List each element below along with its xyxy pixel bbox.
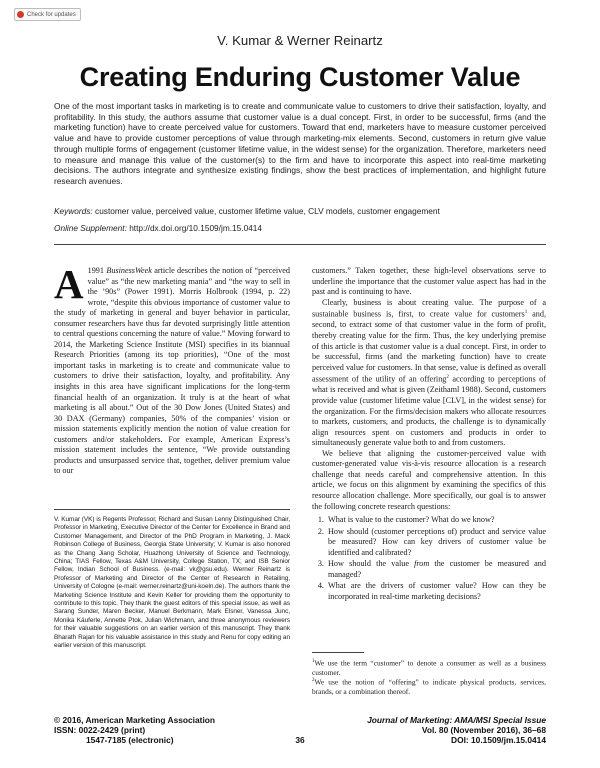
paragraph [312, 298, 546, 449]
footnote-ref-2[interactable]: 2 [446, 375, 449, 381]
drop-cap: A [54, 261, 84, 307]
check-for-updates-badge[interactable] [14, 8, 81, 21]
supplement-link[interactable]: http://dx.doi.org/10.1509/jm.15.0414 [129, 223, 263, 233]
footnote-divider [312, 652, 364, 653]
journal-name: Journal of Marketing: AMA/MSI Special Issue [367, 715, 546, 725]
online-supplement [54, 223, 546, 233]
doi[interactable]: DOI: 10.1509/jm.15.0414 [451, 735, 546, 745]
author-line: V. Kumar & Werner Reinartz [217, 33, 383, 48]
list-item: 1. What is value to the customer? What do we know? [326, 515, 546, 526]
emphasis: from [414, 559, 430, 569]
page-footer [54, 715, 546, 755]
volume-info: Vol. 80 (November 2016), 36–68 [421, 725, 546, 735]
research-questions-list [312, 515, 546, 602]
list-item: 4. What are the drivers of customer value? How can they be incorporated in real-time marketing decisions? [326, 581, 546, 602]
publication-name: BusinessWeek [106, 266, 152, 275]
list-item: 2. How should (customer perceptions of) product and service value be measured? How can key drivers of customer value be identified and calibrated? [326, 527, 546, 559]
supplement-label: Online Supplement: [54, 223, 127, 233]
author-bionote: V. Kumar (VK) is Regents Professor, Richard and Susan Lenny Distinguished Chair, Professor in Marketing, Executive Director of the Center for Excellence in Brand and Customer Management, and Director of the PhD Program in Marketing, J. Mack Robinson College of Business, Georgia State University; V. Kumar is also honored as the Chang Jiang Scholar, Huazhong University of Science and Technology, China; TIAS Fellow, Texas A&M University, College Station, TX; and ISB Senior Fellow, Indian School of Business. (e-mail: vk@gsu.edu). Werner Reinartz is Professor of Marketing and Director of the Center of Research in Retailing, University of Cologne (e-mail: werner.reinartz@uni-koeln.de). The authors thank the Marketing Science Institute and Kevin Keller for providing them the opportunity to contribute to this topic. They thank the guest editors of this special issue, as well as Sarang Sunder, Maren Becker, Manuel Berkmann, Mark Elsner, Vanessa Junc, Monika Käuferle, Annette Ptok, Julian Wichmann, and three anonymous reviewers for their valuable suggestions on an earlier version of this manuscript. They thank Bharath Rajan for his valuable assistance in this study and Renu for copy editing an earlier version of this manuscript. [54, 516, 290, 650]
list-item-text: the customer be measured and managed? [328, 559, 546, 579]
footnote-number: 1 [312, 659, 315, 664]
keywords-label: Keywords: [54, 206, 93, 216]
update-icon [17, 11, 24, 18]
issn-print: ISSN: 0022-2429 (print) [54, 725, 146, 735]
footnote-2 [312, 676, 546, 696]
body-column-right [312, 266, 546, 603]
footnote-text: We use the term “customer” to denote a consumer as well as a business customer. [312, 658, 546, 677]
paragraph-text: Clearly, business is about creating value. The purpose of a sustainable business is, first, to create value for customers [312, 297, 546, 319]
badge-label: Check for updates [27, 11, 76, 18]
list-item [326, 559, 546, 580]
article-title: Creating Enduring Customer Value [79, 62, 521, 92]
bionote-divider [54, 509, 290, 510]
footnote-ref-1[interactable]: 1 [524, 310, 528, 316]
body-left-text: article describes the notion of “perceived value” as “the new marketing mania” and “the way to sell in the ’90s” (Power 1991). Morris Holbrook (1994, p. 22) wrote, “despite this obvious importance of customer value to the study of marketing in general and buyer behavior in particular, consumer researchers have thus far devoted surprisingly little attention to central questions concerning the nature of value.” Moving forward to 2014, the Marketing Science Institute (MSI) specifies in its biannual Research Priorities (among its top priorities), “One of the most important tasks in marketing is to create and communicate value to customers to drive their satisfaction, loyalty, and profitability. Any insights in this area have significant implications for the long-term financial health of an organization. It truly is at the heart of what marketing is all about.” Out of the 30 Dow Jones (United States) and 30 DAX (Germany) companies, 50% of the companies’ vision or mission statements explicitly mention the notion of value creation for customers and/or stakeholders. For example, American Express’s mission statement includes the sentence, “We provide outstanding products and unsurpassed service that, together, deliver premium value to our [54, 266, 290, 476]
list-item-text: How should the value [328, 559, 415, 569]
paragraph-text: and, second, to extract some of that customer value in the form of profit, thereby creating value for the firm. Thus, the key underlying premise of this article is that customer value is a dual concept. First, in order to be successful, firms (and the marketing function) have to create perceived value for customers. In that sense, value is defined as overall assessment of the utility of an offering [312, 309, 546, 384]
keywords-text: customer value, perceived value, customer lifetime value, CLV models, customer engagement [95, 206, 440, 216]
footnote-1 [312, 657, 546, 677]
paragraph: customers.” Taken together, these high-level observations serve to underline the importance that the customer value aspect has had in the past and is continuing to have. [312, 266, 546, 297]
issn-electronic: 1547-7185 (electronic) [86, 735, 174, 745]
footer-right [367, 715, 546, 745]
footnote-number: 2 [312, 678, 315, 683]
paragraph-text: according to perceptions of what is received and what is given (Zeithaml 1988). Second, customers provide value (customer lifetime value [CLV], in the widest sense) for the organization. For the firms/decision makers who allocate resources to markets, customers, and products, the challenge is to dynamically align resources spent on customers and products in order to simultaneously generate value both to and from customers. [312, 374, 546, 448]
paragraph: We believe that aligning the customer-perceived value with customer-generated value vis-à-vis resource allocation is a research challenge that needs careful and comprehensive attention. In this article, we focus on this alignment by examining the specifics of this resource allocation challenge. More specifically, our goal is to answer the following concrete research questions: [312, 448, 546, 511]
keywords [54, 206, 546, 216]
header-divider [54, 244, 546, 245]
abstract: One of the most important tasks in marketing is to create and communicate value to customers to drive their satisfaction, loyalty, and profitability. In this study, the authors assume that customer value is a dual concept. First, in order to be successful, firms (and the marketing function) have to create perceived value for customers. Toward that end, marketers have to measure customer perceived value and have to provide customer perceptions of value through marketing-mix elements. Second, customers in return give value through multiple forms of engagement (customer lifetime value, in the widest sense) for the organization. Therefore, marketers need to measure and manage this value of the customer(s) to the firm and have to incorporate this aspect into real-time marketing decisions. The authors integrate and synthesize existing findings, show the best practices of implementation, and highlight future research avenues. [54, 101, 546, 186]
page-number: 36 [295, 735, 305, 745]
body-left-start: 1991 [87, 266, 107, 275]
body-column-left [54, 261, 290, 477]
footnote-text: We use the notion of “offering” to indicate physical products, services, brands, or a combination thereof. [312, 677, 546, 696]
copyright: © 2016, American Marketing Association [54, 715, 216, 725]
